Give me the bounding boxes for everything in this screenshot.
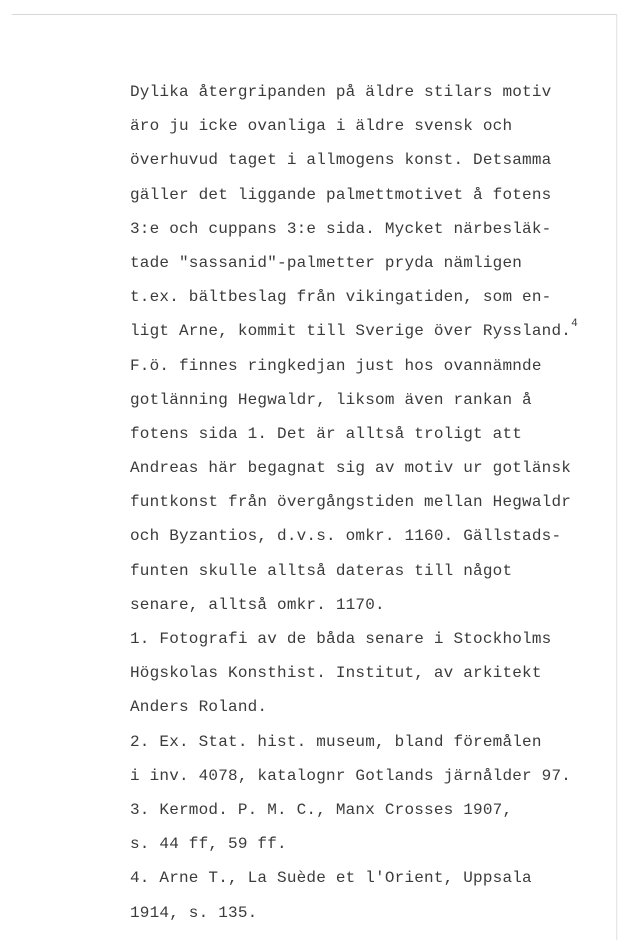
text-line: äro ju icke ovanliga i äldre svensk och (130, 117, 513, 136)
text-line: funten skulle alltså dateras till något (130, 561, 513, 580)
text-line-content: ligt Arne, kommit till Sverige över Ryssland. (130, 322, 572, 341)
footnote-reference: 4 (571, 318, 578, 331)
footnote-line: 1914, s. 135. (130, 903, 258, 922)
footnote-line: i inv. 4078, katalognr Gotlands järnålder 97. (130, 766, 572, 785)
text-line: tade "sassanid"-palmetter pryda nämligen (130, 253, 523, 272)
text-line: Andreas här begagnat sig av motiv ur gotlänsk (130, 459, 572, 478)
text-line: senare, alltså omkr. 1170. (130, 595, 385, 614)
typed-page (12, 14, 617, 940)
text-line: och Byzantios, d.v.s. omkr. 1160. Gällstads- (130, 527, 562, 546)
footnote-line: s. 44 ff, 59 ff. (130, 835, 287, 854)
text-line: t.ex. bältbeslag från vikingatiden, som en- (130, 288, 552, 307)
footnote-line: Anders Roland. (130, 698, 268, 717)
footnote-line: 3. Kermod. P. M. C., Manx Crosses 1907, (130, 800, 513, 819)
text-line: gotlänning Hegwaldr, liksom även rankan å (130, 390, 532, 409)
text-line: Dylika återgripanden på äldre stilars motiv (130, 83, 552, 101)
typed-text-block (130, 75, 630, 930)
text-line: 3:e och cuppans 3:e sida. Mycket närbesläk- (130, 219, 552, 238)
text-line (130, 314, 630, 348)
footnote-line: Högskolas Konsthist. Institut, av arkitekt (130, 664, 542, 683)
text-line: F.ö. finnes ringkedjan just hos ovannämnde (130, 356, 542, 375)
text-line: gäller det liggande palmettmotivet å fotens (130, 185, 552, 204)
footnote-line: 4. Arne T., La Suède et l'Orient, Uppsala (130, 869, 532, 888)
text-line: överhuvud taget i allmogens konst. Detsamma (130, 151, 552, 170)
text-line: funtkonst från övergångstiden mellan Hegwaldr (130, 493, 572, 512)
footnote-line: 1. Fotografi av de båda senare i Stockholms (130, 630, 552, 648)
text-line: fotens sida 1. Det är alltså troligt att (130, 424, 523, 443)
footnote-line: 2. Ex. Stat. hist. museum, bland föremålen (130, 732, 542, 751)
